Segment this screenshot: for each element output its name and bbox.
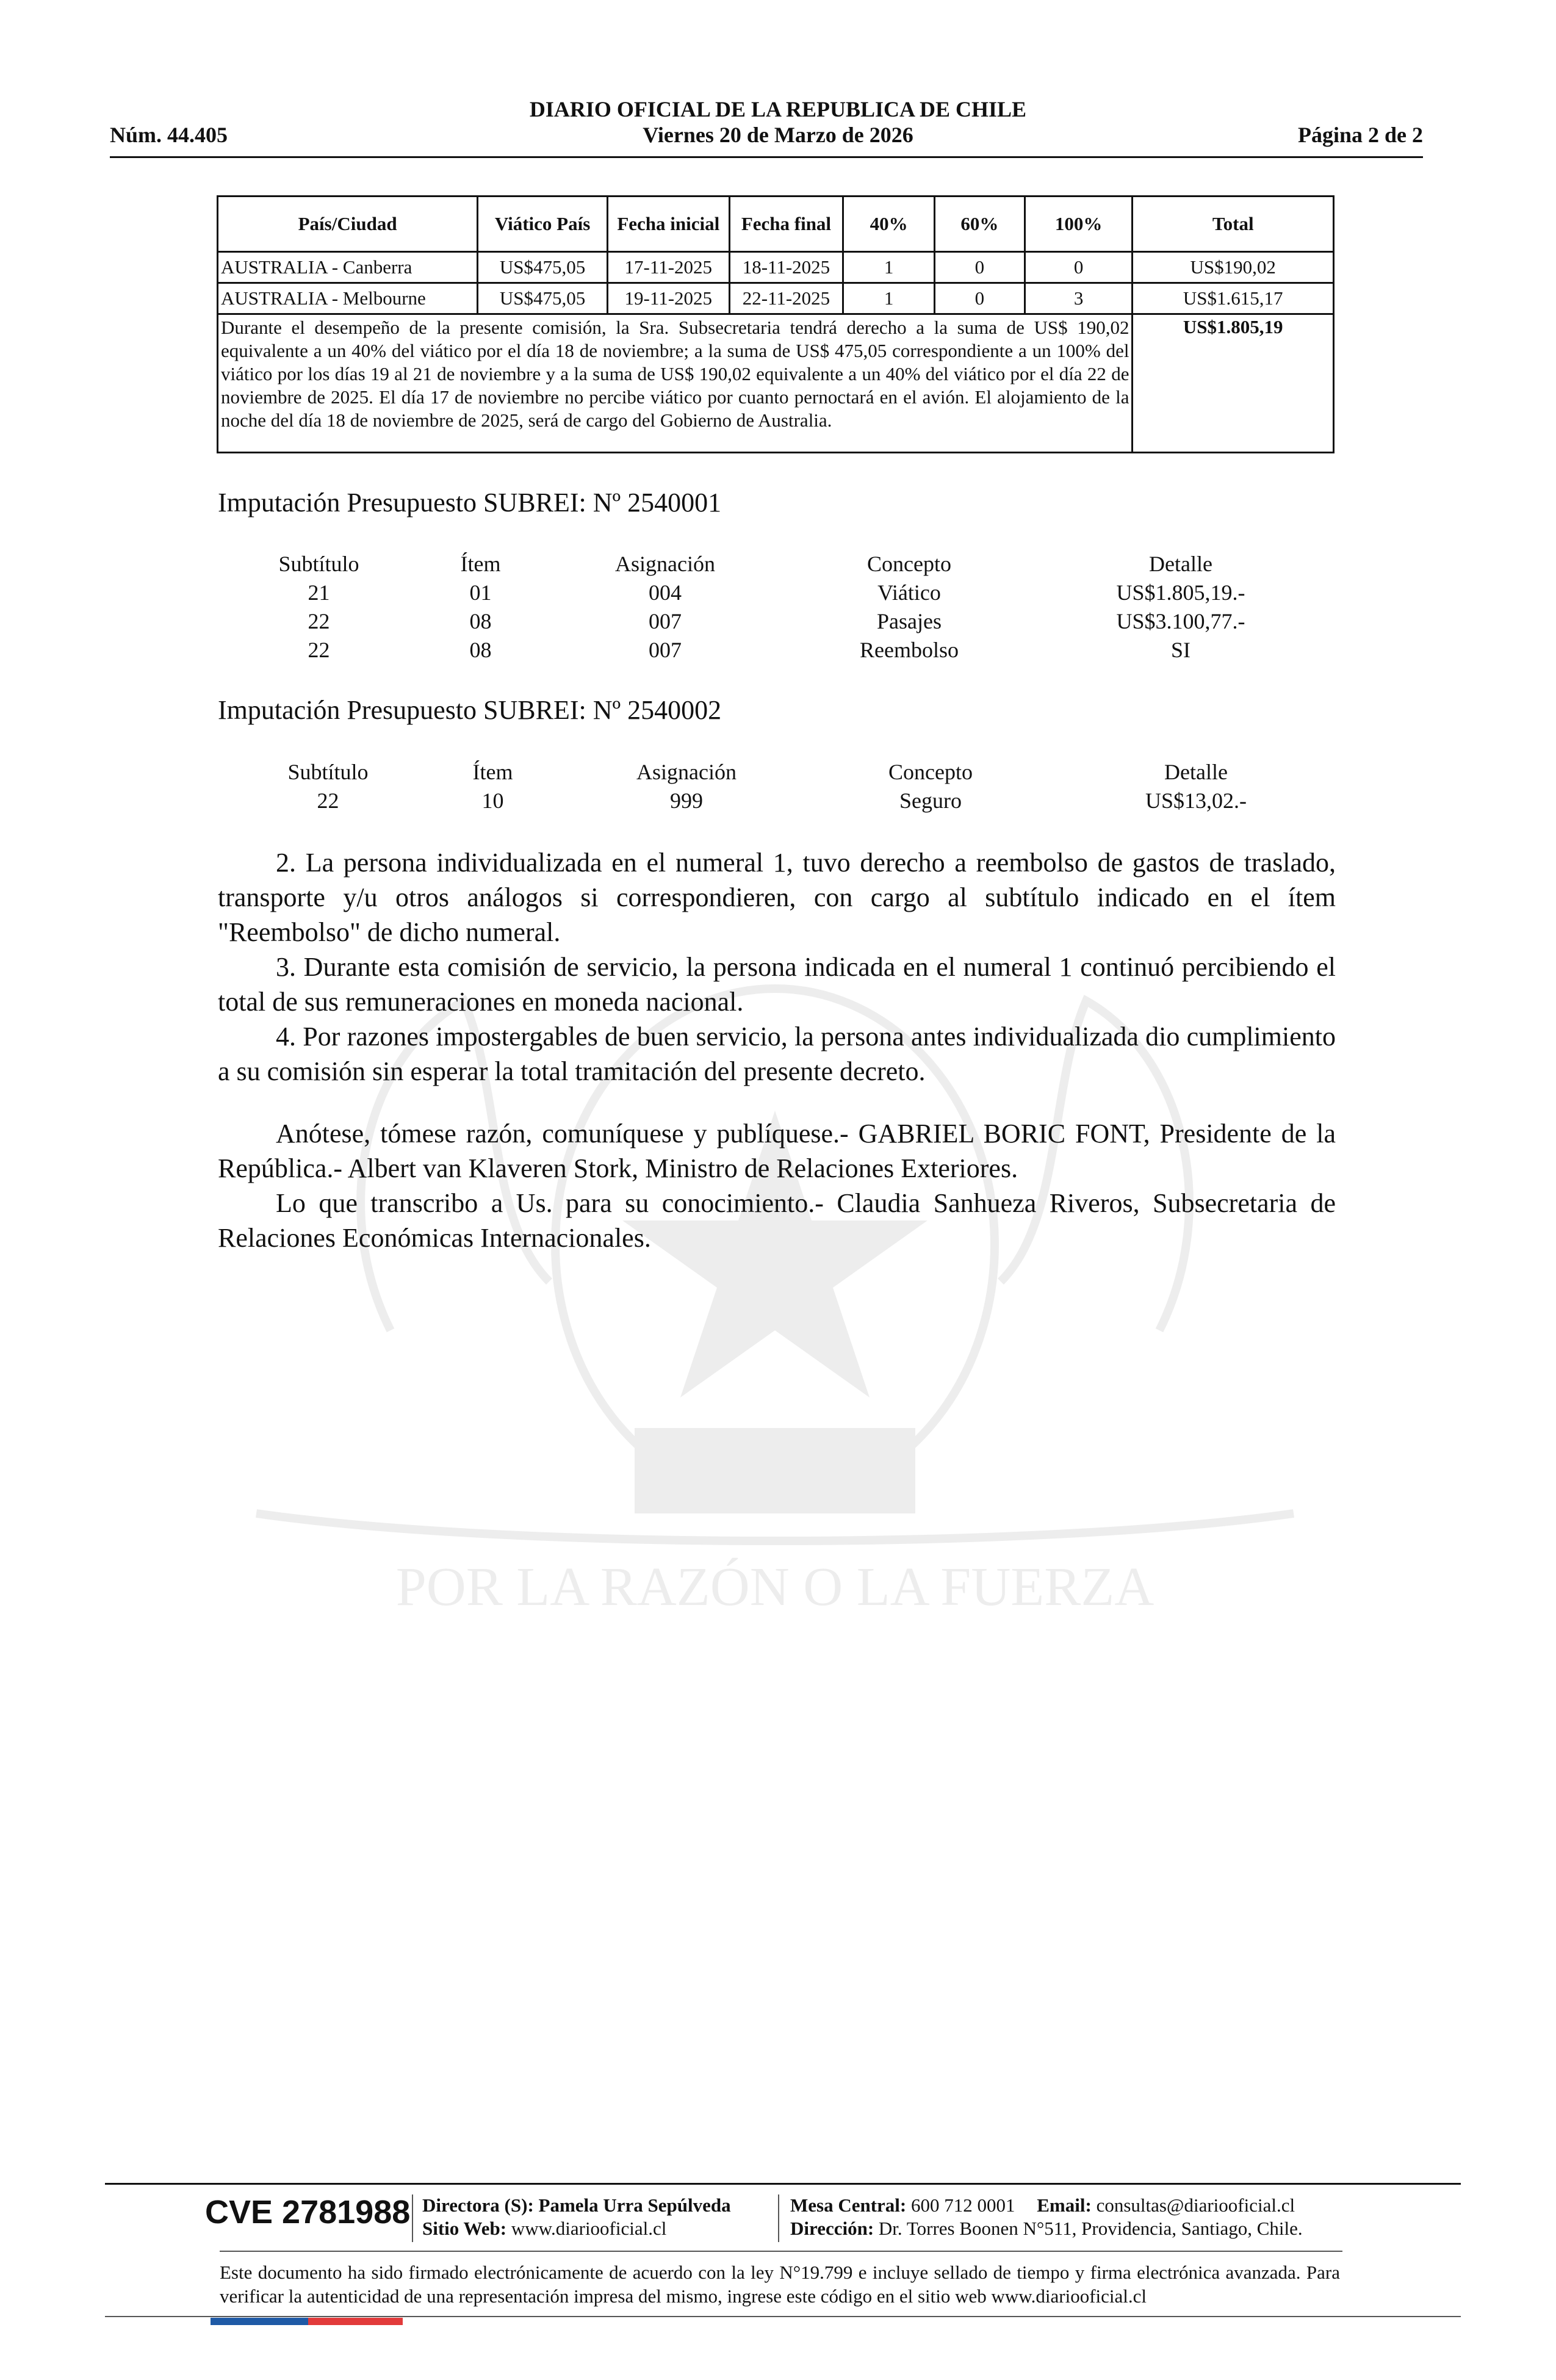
table-cell: 22-11-2025 — [729, 283, 843, 314]
table-cell: Viático — [877, 580, 941, 605]
table-cell: 17-11-2025 — [607, 252, 729, 283]
column-header: Detalle — [1164, 759, 1228, 784]
paragraph: 4. Por razones impostergables de buen servicio, la persona antes individualizada dio cumplimiento a su comisión sin esperar la total tramitación del presente decreto. — [218, 1022, 1336, 1086]
table-header-row — [256, 549, 1294, 578]
viatico-table — [217, 195, 1334, 453]
footer-separator — [778, 2194, 779, 2242]
column-header: Asignación — [615, 551, 715, 576]
paragraph: 2. La persona individualizada en el numeral 1, tuvo derecho a reembolso de gastos de traslado, transporte y/u otros análogos si correspondieren, con cargo al subtítulo indicado en el ítem "Reembolso" de dicho numeral. — [218, 848, 1336, 947]
column-header: 60% — [935, 197, 1025, 252]
table-cell: AUSTRALIA - Canberra — [218, 252, 478, 283]
budget-title: Imputación Presupuesto SUBREI: Nº 2540002 — [218, 695, 722, 725]
table-cell: 0 — [935, 252, 1025, 283]
column-header: Subtítulo — [278, 551, 359, 576]
table-cell: 004 — [649, 580, 682, 605]
table-cell: SI — [1170, 637, 1190, 662]
table-cell: 999 — [670, 788, 703, 813]
viatico-note: Durante el desempeño de la presente comisión, la Sra. Subsecretaria tendrá derecho a la suma de US$ 190,02 equivalente a un 40% del viático por el día 18 de noviembre; a la suma de US$ 475,05 correspondiente a un 100% del viático por los días 19 al 21 de noviembre y a la suma de US$ 190,02 equivalente a un 40% del viático por el día 22 de noviembre de 2025. El día 17 de noviembre no percibe viático por cuanto pernoctará en el avión. El alojamiento de la noche del día 18 de noviembre de 2025, será de cargo del Gobierno de Australia. — [218, 314, 1133, 453]
legal-notice: Este documento ha sido firmado electrónicamente de acuerdo con la ley N°19.799 e incluye sellado de tiempo y firma electrónica avanzada. Para verificar la autenticidad de una representación impresa del mismo, ingrese este código en el sitio web www.diariooficial.cl — [220, 2262, 1340, 2307]
table-cell: US$475,05 — [478, 283, 608, 314]
body-paragraphs — [218, 845, 1336, 1089]
column-header: Asignación — [636, 759, 737, 784]
grand-total: US$1.805,19 — [1133, 314, 1334, 453]
issue-number: Núm. 44.405 — [110, 123, 228, 147]
column-header: 40% — [843, 197, 935, 252]
mesa-value: 600 712 0001 — [911, 2194, 1015, 2216]
paragraph: 3. Durante esta comisión de servicio, la persona indicada en el numeral 1 continuó percibiendo el total de sus remuneraciones en moneda nacional. — [218, 952, 1336, 1017]
mesa-label: Mesa Central: — [790, 2194, 907, 2216]
footer-divider — [220, 2251, 1342, 2252]
budget-table-1 — [256, 549, 1294, 664]
table-cell: 22 — [308, 608, 330, 633]
budget-table-2 — [268, 757, 1306, 815]
table-cell: 007 — [649, 608, 682, 633]
table-cell: 007 — [649, 637, 682, 662]
table-row — [256, 635, 1294, 664]
address-label: Dirección: — [790, 2218, 874, 2239]
table-cell: Pasajes — [877, 608, 942, 633]
column-header: Concepto — [888, 759, 973, 784]
site-label: Sitio Web: — [422, 2218, 507, 2239]
column-header: País/Ciudad — [218, 197, 478, 252]
table-cell: AUSTRALIA - Melbourne — [218, 283, 478, 314]
column-header: Detalle — [1149, 551, 1212, 576]
table-cell: Seguro — [899, 788, 962, 813]
closing-paragraphs — [218, 1116, 1336, 1255]
column-header: Ítem — [460, 551, 501, 576]
table-header-row — [218, 197, 1334, 252]
table-cell: US$3.100,77.- — [1116, 608, 1245, 633]
column-header: Fecha inicial — [607, 197, 729, 252]
footer-address — [790, 2218, 1303, 2240]
column-header: Ítem — [472, 759, 513, 784]
table-cell: US$1.615,17 — [1133, 283, 1334, 314]
table-row — [268, 786, 1306, 815]
table-cell: 0 — [935, 283, 1025, 314]
email-label: Email: — [1037, 2194, 1092, 2216]
table-cell: Reembolso — [860, 637, 959, 662]
footer-divider — [105, 2183, 1461, 2185]
table-cell: 1 — [843, 283, 935, 314]
flag-bar-blue — [211, 2318, 308, 2325]
table-row — [218, 252, 1334, 283]
table-cell: 08 — [469, 608, 492, 633]
column-header: Fecha final — [729, 197, 843, 252]
table-row — [218, 283, 1334, 314]
table-cell: 01 — [469, 580, 492, 605]
footer-director — [422, 2194, 731, 2216]
paragraph: Lo que transcribo a Us. para su conocimiento.- Claudia Sanhueza Riveros, Subsecretaria de Relaciones Económicas Internacionales. — [218, 1188, 1336, 1253]
footer-site — [422, 2218, 666, 2240]
table-cell: 18-11-2025 — [729, 252, 843, 283]
issue-date: Viernes 20 de Marzo de 2026 — [643, 123, 913, 147]
table-cell: US$190,02 — [1133, 252, 1334, 283]
table-header-row — [268, 757, 1306, 786]
column-header: Viático País — [478, 197, 608, 252]
table-cell: 10 — [481, 788, 504, 813]
footer-contact — [790, 2194, 1295, 2216]
table-cell: 08 — [469, 637, 492, 662]
site-link[interactable]: www.diariooficial.cl — [511, 2218, 667, 2239]
footer-divider — [105, 2316, 1461, 2317]
address-value: Dr. Torres Boonen N°511, Providencia, Santiago, Chile. — [878, 2218, 1303, 2239]
table-cell: 21 — [308, 580, 330, 605]
table-cell: 1 — [843, 252, 935, 283]
table-cell: 0 — [1025, 252, 1133, 283]
column-header: Total — [1133, 197, 1334, 252]
cve-code: CVE 2781988 — [205, 2194, 411, 2230]
table-cell: US$1.805,19.- — [1116, 580, 1245, 605]
table-cell: 22 — [317, 788, 339, 813]
budget-title: Imputación Presupuesto SUBREI: Nº 2540001 — [218, 488, 722, 517]
footer-separator — [412, 2194, 413, 2242]
email-link[interactable]: consultas@diariooficial.cl — [1096, 2194, 1295, 2216]
header-divider — [110, 156, 1423, 158]
table-cell: US$475,05 — [478, 252, 608, 283]
table-cell: US$13,02.- — [1145, 788, 1247, 813]
newspaper-title: DIARIO OFICIAL DE LA REPUBLICA DE CHILE — [529, 97, 1027, 121]
column-header: Subtítulo — [287, 759, 369, 784]
watermark-motto: POR LA RAZÓN O LA FUERZA — [395, 1557, 1154, 1617]
table-row — [256, 607, 1294, 635]
director-name: Pamela Urra Sepúlveda — [538, 2194, 731, 2216]
table-cell: 22 — [308, 637, 330, 662]
director-label: Directora (S): — [422, 2194, 534, 2216]
column-header: Concepto — [867, 551, 951, 576]
paragraph: Anótese, tómese razón, comuníquese y publíquese.- GABRIEL BORIC FONT, Presidente de la República.- Albert van Klaveren Stork, Ministro de Relaciones Exteriores. — [218, 1119, 1336, 1183]
table-row — [256, 578, 1294, 607]
table-note-row — [218, 314, 1334, 453]
column-header: 100% — [1025, 197, 1133, 252]
table-cell: 19-11-2025 — [607, 283, 729, 314]
table-cell: 3 — [1025, 283, 1133, 314]
flag-bar-red — [308, 2318, 403, 2325]
page-indicator: Página 2 de 2 — [1297, 123, 1423, 147]
